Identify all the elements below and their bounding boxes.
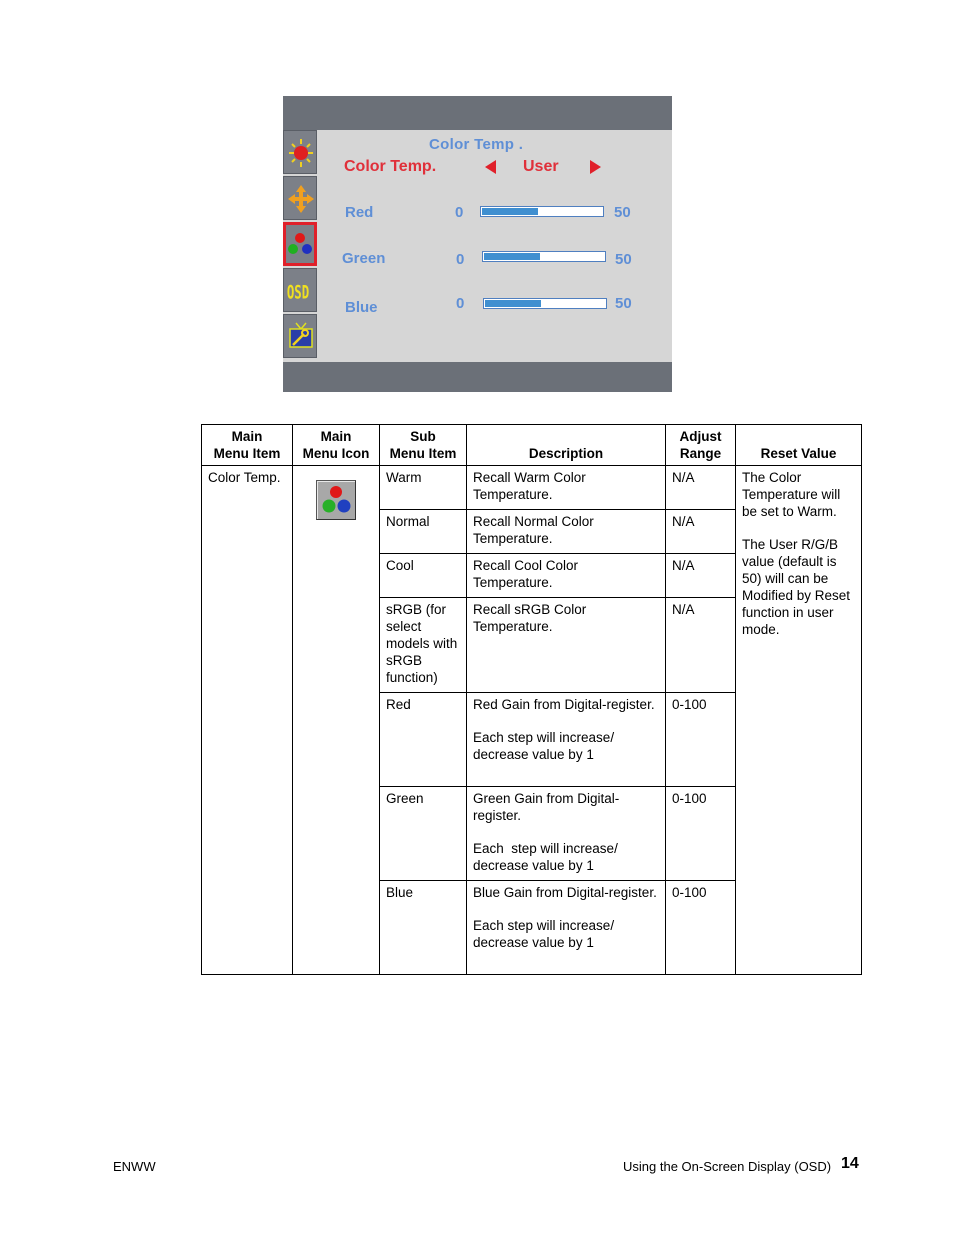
- header-main-menu-item: [202, 425, 293, 466]
- main-menu-icon-cell: [293, 466, 380, 975]
- sub-item-cell: Blue: [380, 881, 467, 975]
- red-slider[interactable]: [480, 206, 604, 217]
- color-temp-value[interactable]: User: [523, 158, 559, 175]
- brightness-icon[interactable]: [283, 130, 317, 174]
- osd-menu-title: Color Temp .: [429, 136, 524, 153]
- red-label: Red: [345, 204, 374, 221]
- arrow-right-icon[interactable]: [590, 160, 601, 174]
- header-main-menu-item-line1: Main: [231, 429, 263, 444]
- header-main-menu-icon-line2: Menu Icon: [302, 446, 370, 461]
- osd-icon-text: OSD: [286, 282, 310, 304]
- header-adjust-range: [666, 425, 736, 466]
- color-icon[interactable]: [283, 222, 317, 266]
- osd-menu-table: [201, 424, 862, 975]
- description-text: Red Gain from Digital-register.: [473, 697, 655, 712]
- green-min: 0: [456, 251, 465, 268]
- header-main-menu-item-line2: Menu Item: [213, 446, 281, 461]
- header-sub-menu-item-line2: Menu Item: [389, 446, 457, 461]
- osd-icon-column: [283, 130, 319, 362]
- green-slider-fill: [484, 253, 540, 260]
- adjust-range-cell: N/A: [666, 510, 736, 554]
- osd-icon[interactable]: [283, 268, 317, 312]
- management-icon[interactable]: [283, 314, 317, 358]
- green-label: Green: [342, 250, 386, 267]
- sub-item-cell: Cool: [380, 554, 467, 598]
- header-reset-value: Reset Value: [736, 425, 862, 466]
- description-text: Blue Gain from Digital-register.: [473, 885, 657, 900]
- blue-label: Blue: [345, 299, 378, 316]
- description-cell: [467, 787, 666, 881]
- adjust-range-cell: N/A: [666, 466, 736, 510]
- adjust-range-cell: 0-100: [666, 693, 736, 787]
- description-note: Each step will increase/ decrease value by 1: [473, 918, 615, 950]
- reset-value-p1: The Color Temperature will be set to Warm.: [742, 470, 841, 519]
- description-cell: Recall Cool Color Temperature.: [467, 554, 666, 598]
- blue-max: 50: [615, 295, 632, 312]
- description-cell: Recall sRGB Color Temperature.: [467, 598, 666, 693]
- adjust-range-cell: N/A: [666, 598, 736, 693]
- footer-enww: ENWW: [113, 1159, 156, 1174]
- red-slider-fill: [482, 208, 538, 215]
- red-min: 0: [455, 204, 464, 221]
- header-description: Description: [467, 425, 666, 466]
- green-max: 50: [615, 251, 632, 268]
- header-main-menu-icon: [293, 425, 380, 466]
- table-header-row: [202, 425, 862, 466]
- header-sub-menu-item: [380, 425, 467, 466]
- sub-item-cell: Red: [380, 693, 467, 787]
- osd-bottom-bar: [283, 362, 672, 392]
- page-number: 14: [841, 1155, 859, 1172]
- description-cell: Recall Normal Color Temperature.: [467, 510, 666, 554]
- adjust-range-cell: 0-100: [666, 881, 736, 975]
- sub-item-cell: Normal: [380, 510, 467, 554]
- footer-section-title: Using the On-Screen Display (OSD): [623, 1159, 832, 1174]
- blue-slider-fill: [485, 300, 541, 307]
- sub-item-cell: Green: [380, 787, 467, 881]
- table-row: [202, 466, 862, 510]
- header-sub-menu-item-line1: Sub: [410, 429, 436, 444]
- header-adjust-range-line2: Range: [679, 446, 722, 461]
- header-adjust-range-line1: Adjust: [679, 429, 722, 444]
- main-menu-item-cell: Color Temp.: [202, 466, 293, 975]
- color-icon: [316, 480, 356, 520]
- osd-top-bar: [283, 96, 672, 130]
- reset-value-cell: [736, 466, 862, 975]
- description-note: Each step will increase/ decrease value by 1: [473, 841, 622, 873]
- adjust-range-cell: N/A: [666, 554, 736, 598]
- description-cell: Recall Warm Color Temperature.: [467, 466, 666, 510]
- description-cell: [467, 881, 666, 975]
- header-main-menu-icon-line1: Main: [320, 429, 352, 444]
- description-note: Each step will increase/ decrease value by 1: [473, 730, 615, 762]
- description-cell: [467, 693, 666, 787]
- position-icon[interactable]: [283, 176, 317, 220]
- green-slider[interactable]: [482, 251, 606, 262]
- adjust-range-cell: 0-100: [666, 787, 736, 881]
- red-max: 50: [614, 204, 631, 221]
- color-temp-label: Color Temp.: [344, 158, 437, 175]
- blue-slider[interactable]: [483, 298, 607, 309]
- description-text: Green Gain from Digital-register.: [473, 791, 620, 823]
- reset-value-p2: The User R/G/B value (default is 50) will can be Modified by Reset function in user mode.: [742, 537, 851, 637]
- osd-screenshot: [283, 96, 672, 392]
- blue-min: 0: [456, 295, 465, 312]
- sub-item-cell: Warm: [380, 466, 467, 510]
- arrow-left-icon[interactable]: [485, 160, 496, 174]
- sub-item-cell: sRGB (for select models with sRGB function): [380, 598, 467, 693]
